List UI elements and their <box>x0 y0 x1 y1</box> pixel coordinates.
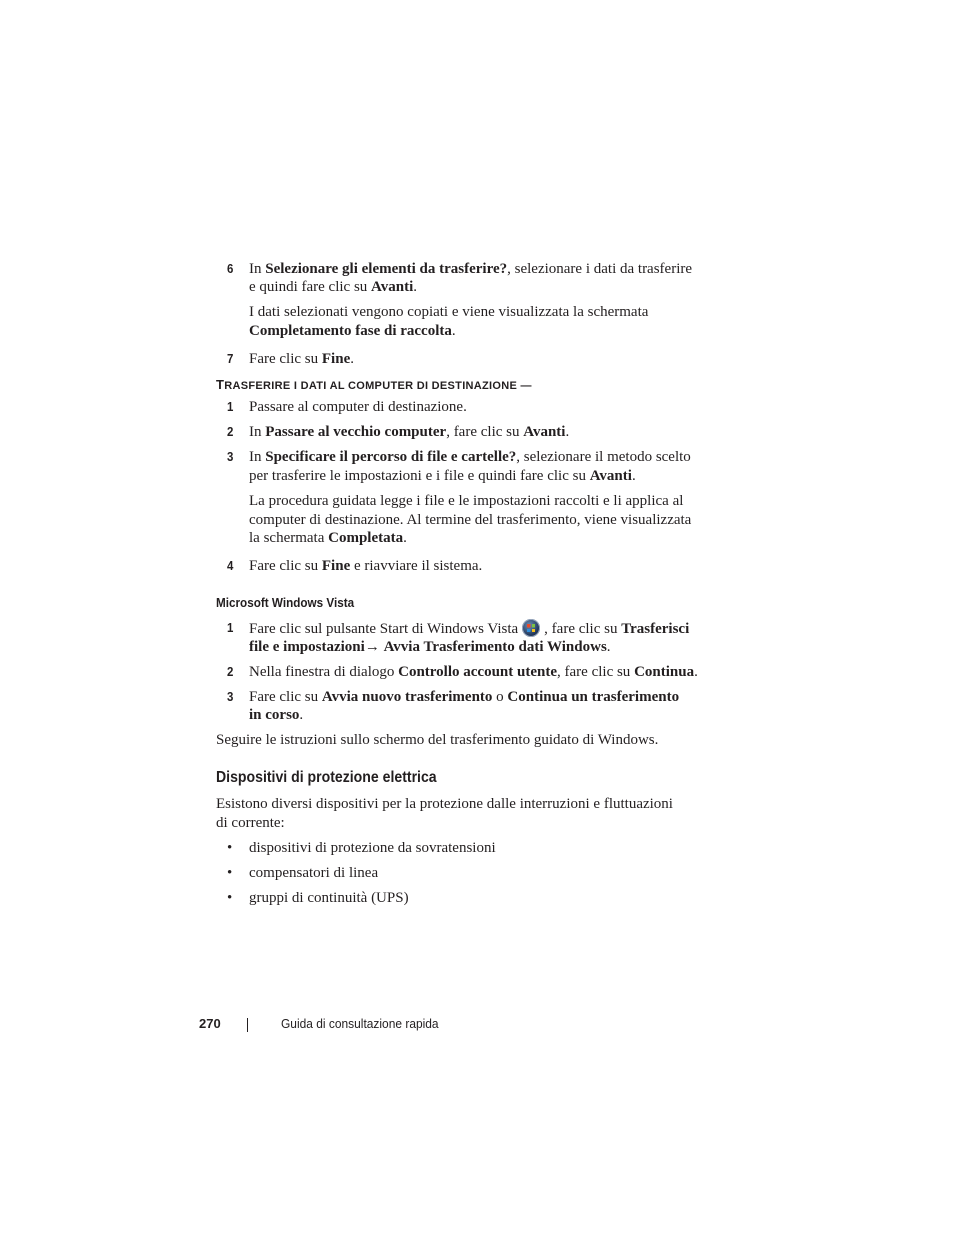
step-6-line-1: In Selezionare gli elementi da trasferire?, selezionare i dati da trasferire <box>249 261 693 277</box>
windows-vista-orb-icon <box>522 619 540 637</box>
bullet-marker: • <box>227 865 233 881</box>
step-6-note-line-1: I dati selezionati vengono copiati e viene visualizzata la schermata <box>249 304 649 320</box>
footer-title: Guida di consultazione rapida <box>281 1016 439 1031</box>
dest-step-3-note-line-2: computer di destinazione. Al termine del trasferimento, viene visualizzata <box>249 512 692 528</box>
list-item: gruppi di continuità (UPS) <box>249 890 409 906</box>
protection-intro-line-2: di corrente: <box>216 815 285 831</box>
step-number: 2 <box>227 664 234 679</box>
step-6-note-line-2: Completamento fase di raccolta. <box>249 323 456 339</box>
vista-step-3-line-1: Fare clic su Avvia nuovo trasferimento o Continua un trasferimento <box>249 689 680 705</box>
dest-step-4: Fare clic su Fine e riavviare il sistema. <box>249 558 483 574</box>
step-number: 7 <box>227 351 234 366</box>
step-6-line-2: e quindi fare clic su Avanti. <box>249 279 418 295</box>
vista-follow-text: Seguire le istruzioni sullo schermo del trasferimento guidato di Windows. <box>216 732 659 748</box>
dest-step-3-note-line-3: la schermata Completata. <box>249 530 407 546</box>
dest-step-1: Passare al computer di destinazione. <box>249 399 467 415</box>
bullet-marker: • <box>227 840 233 856</box>
dest-step-3-line-1: In Specificare il percorso di file e cartelle?, selezionare il metodo scelto <box>249 449 691 465</box>
step-number: 6 <box>227 261 234 276</box>
step-number: 1 <box>227 399 234 414</box>
bullet-marker: • <box>227 890 233 906</box>
protection-heading: Dispositivi di protezione elettrica <box>216 769 437 786</box>
step-number: 3 <box>227 689 234 704</box>
step-number: 3 <box>227 449 234 464</box>
section-subheading: TRASFERIRE I DATI AL COMPUTER DI DESTINAZIONE — <box>216 377 532 392</box>
step-number: 2 <box>227 424 234 439</box>
step-number: 1 <box>227 620 234 635</box>
vista-step-1-line-2: file e impostazioni→ Avvia Trasferimento dati Windows. <box>249 639 611 655</box>
protection-intro-line-1: Esistono diversi dispositivi per la protezione dalle interruzioni e fluttuazioni <box>216 796 673 812</box>
list-item: compensatori di linea <box>249 865 379 881</box>
dest-step-3-note-line-1: La procedura guidata legge i file e le impostazioni raccolti e li applica al <box>249 493 684 509</box>
vista-step-1-line-1: Fare clic sul pulsante Start di Windows Vista , fare clic su Trasferisci <box>249 621 690 637</box>
vista-heading: Microsoft Windows Vista <box>216 595 355 610</box>
step-number: 4 <box>227 558 234 573</box>
vista-step-3-line-2: in corso. <box>249 707 304 723</box>
dest-step-2: In Passare al vecchio computer, fare clic su Avanti. <box>249 424 570 440</box>
list-item: dispositivi di protezione da sovratensioni <box>249 840 496 856</box>
footer-divider <box>247 1018 248 1032</box>
page-number: 270 <box>199 1016 221 1031</box>
step-7-line: Fare clic su Fine. <box>249 351 354 367</box>
vista-step-2: Nella finestra di dialogo Controllo account utente, fare clic su Continua. <box>249 664 698 680</box>
dest-step-3-line-2: per trasferire le impostazioni e i file e quindi fare clic su Avanti. <box>249 468 636 484</box>
